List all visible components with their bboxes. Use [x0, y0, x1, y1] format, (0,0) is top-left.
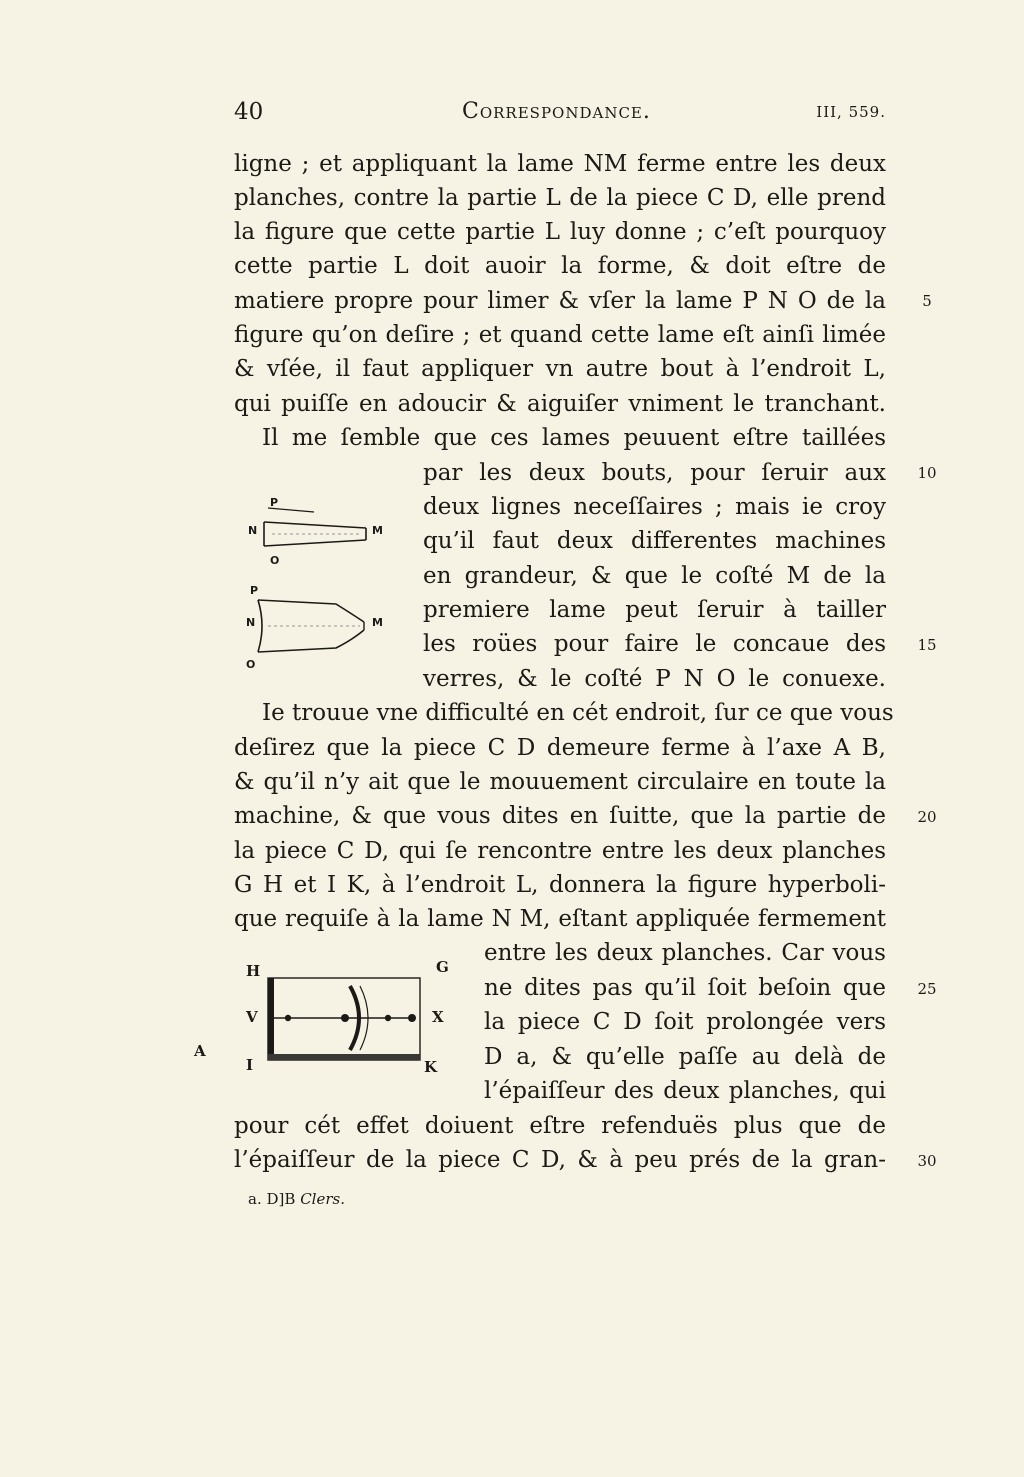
text-line: cette partie L doit auoir la forme, & doit eſtre de — [234, 253, 886, 279]
page-number: 40 — [234, 99, 264, 125]
text-line: l’épaiſſeur de la piece C D, & à peu prés de la gran- — [234, 1147, 886, 1173]
blade-figure-1 — [244, 494, 394, 570]
blade-curved-drawing — [244, 584, 394, 674]
footnote — [248, 1190, 345, 1208]
text-line: machine, & que vous dites en ſuitte, que la partie de — [234, 803, 886, 829]
text-line: les roües pour faire le concaue des — [423, 631, 886, 657]
text-line: planches, contre la partie L de la piece C D, elle prend — [234, 185, 886, 211]
fig-label-h: H — [246, 962, 261, 980]
text-line: pour cét effet doiuent eſtre refenduës plus que de — [234, 1113, 886, 1139]
line-number: 5 — [922, 292, 932, 310]
line-number: 25 — [917, 980, 937, 998]
text-line: figure qu’on deſire ; et quand cette lame eſt ainſi limée — [234, 322, 886, 348]
fig-label-p: P — [250, 584, 259, 597]
text-line: deux lignes neceſſaires ; mais ie croy — [423, 494, 886, 520]
text-line: qui puiſſe en adoucir & aiguiſer vniment le tranchant. — [234, 391, 886, 417]
line-number: 20 — [917, 808, 937, 826]
text-line: ligne ; et appliquant la lame NM ferme entre les deux — [234, 151, 886, 177]
text-line: & vſée, il faut appliquer vn autre bout à l’endroit L, — [234, 356, 886, 382]
fig-label-a: A — [194, 1042, 206, 1060]
text-line: verres, & le coſté P N O le conuexe. — [423, 666, 886, 692]
text-line: qu’il faut deux differentes machines — [423, 528, 886, 554]
text-line: deſirez que la piece C D demeure ferme à l’axe A B, — [234, 735, 886, 761]
text-line: la piece C D ſoit prolongée vers — [484, 1009, 886, 1035]
page-header — [234, 99, 886, 135]
footnote-marker: a. — [248, 1190, 262, 1208]
fig-label-k: K — [424, 1058, 438, 1076]
footnote-text: D]B — [266, 1190, 296, 1208]
running-title: Correspondance. — [462, 99, 651, 124]
line-number: 15 — [917, 636, 937, 654]
paragraph-first-line: Il me ſemble que ces lames peuuent eſtre taillées — [262, 425, 886, 451]
text-line: entre les deux planches. Car vous — [484, 940, 886, 966]
line-number: 30 — [917, 1152, 937, 1170]
machine-figure — [190, 956, 465, 1078]
fig-label-g: G — [436, 958, 449, 976]
fig-label-n: N — [248, 524, 258, 537]
fig-label-i: I — [246, 1056, 254, 1074]
text-line: premiere lame peut ſeruir à tailler — [423, 597, 886, 623]
fig-label-m: M — [372, 616, 383, 629]
text-line: & qu’il n’y ait que le mouuement circulaire en toute la — [234, 769, 886, 795]
text-line: en grandeur, & que le coſté M de la — [423, 563, 886, 589]
fig-label-p: P — [270, 496, 279, 509]
text-line: la piece C D, qui ſe rencontre entre les deux planches — [234, 838, 886, 864]
fig-label-x: X — [432, 1008, 444, 1026]
text-line: l’épaiſſeur des deux planches, qui — [484, 1078, 886, 1104]
volume-reference: III, 559. — [816, 103, 886, 121]
fig-label-o: O — [270, 554, 280, 567]
text-line: la figure que cette partie L luy donne ; c’eſt pourquoy — [234, 219, 886, 245]
fig-label-v: V — [246, 1008, 258, 1026]
fig-label-n: N — [246, 616, 256, 629]
text-line: ne dites pas qu’il ſoit beſoin que — [484, 975, 886, 1001]
blade-figure-2 — [244, 584, 394, 674]
fig-label-o: O — [246, 658, 256, 671]
paragraph-first-line: Ie trouue vne difficulté en cét endroit, ſur ce que vous — [262, 700, 894, 726]
footnote-source: Clers. — [300, 1190, 345, 1208]
text-line: G H et I K, à l’endroit L, donnera la figure hyperboli- — [234, 872, 886, 898]
fig-label-m: M — [372, 524, 383, 537]
text-line: matiere propre pour limer & vſer la lame P N O de la — [234, 288, 886, 314]
text-line: que requiſe à la lame N M, eſtant appliquée fermement — [234, 906, 886, 932]
line-number: 10 — [917, 464, 937, 482]
text-line: par les deux bouts, pour ſeruir aux — [423, 460, 886, 486]
text-line: D a, & qu’elle paſſe au delà de — [484, 1044, 886, 1070]
